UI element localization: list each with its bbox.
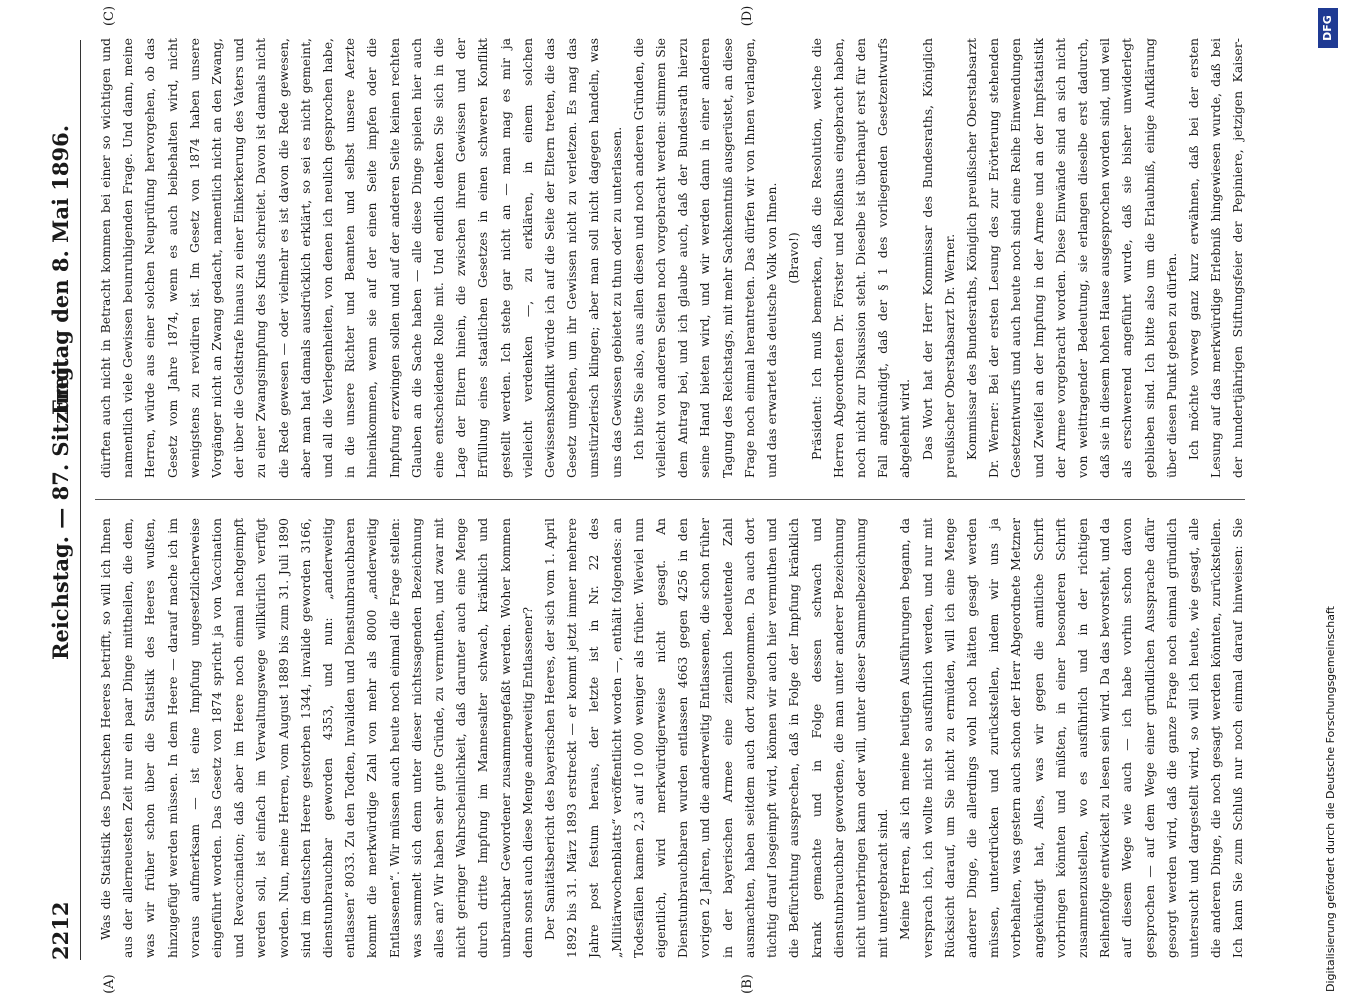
- column-divider: [95, 499, 1245, 500]
- paragraph: Kommissar des Bundesraths, Königlich preußischer Oberstabsarzt Dr. Werner: Bei der ersten Lesung des zur Erörterung stehenden Gesetzentwurfs und auch heute noch sind eine Reihe Einwendungen und Zweifel an der Impfung in der Armee und an der Impfstatistik der Armee vorgebracht worden. Diese Einwände sind an sich nicht von weittragender Bedeutung, sie erlangen dieselbe erst dadurch, daß sie in diesem hohen Hause ausgesprochen worden sind, und weil als erschwerend angeführt wurde, daß sie bisher unwiderlegt geblieben sind. Ich bitte also um die Erlaubniß, einige Aufklärung über diesen Punkt geben zu dürfen.: [963, 38, 1179, 478]
- margin-mark-a: (A): [102, 974, 117, 994]
- session-date: Freitag den 8. Mai 1896.: [48, 124, 73, 415]
- paragraph: Der Sanitätsbericht des bayerischen Heeres, der sich vom 1. April 1892 bis 31. März 1893 erstreckt — er kommt jetzt immer mehrere Jahre post festum heraus, der letzte ist in Nr. 22 des „Militärwochenblatts“ veröffentlicht worden —, enthält folgendes: an Todesfällen kamen 2,3 auf 10 000 weniger als früher. Wieviel nun eigentlich, wird merkwürdigerweise nicht gesagt. An Dienstunbrauchbaren wurden entlassen 4663 gegen 4256 in den vorigen 2 Jahren, und die anderweitig Entlassenen, die schon früher in der bayerischen Armee eine ziemlich bedeutende Zahl ausmachten, haben seitdem auch dort zugenommen. Da auch dort tüchtig drauf losgeimpft wird, können wir auch hier vermuthen und die Befürchtung aussprechen, daß in Folge der Impfung kränklich krank gemachte und in Folge dessen schwach und dienstunbrauchbar gewordene, die man unter anderer Bezeichnung nicht unterbringen kann oder will, unter dieser Sammelbezeichnung mit untergebracht sind.: [542, 518, 891, 958]
- paragraph: Ich bitte Sie also, aus allen diesen und noch anderen Gründen, die vielleicht von anderen Seiten noch vorgebracht werden: stimmen Sie dem Antrag bei, und ich glaube auch, daß der Bundesrath hierzu seine Hand bieten wird, und wir werden dann in einer anderen Tagung des Reichstags, mit mehr Sachkenntniß ausgerüstet, an diese Frage noch einmal herantreten. Das dürfen wir von Ihnen verlangen, und das erwartet das deutsche Volk von Ihnen.: [630, 38, 780, 478]
- paragraph: Präsident: Ich muß bemerken, daß die Resolution, welche die Herren Abgeordneten Dr. Förster und Reißhaus eingebracht haben, noch nicht zur Diskussion steht. Dieselbe ist überhaupt erst für den Fall angekündigt, daß der § 1 des vorliegenden Gesetzentwurfs abgelehnt wird.: [808, 38, 913, 478]
- paragraph: Was die Statistik des Deutschen Heeres betrifft, so will ich Ihnen aus der allerneuesten Zeit nur ein paar Dinge mittheilen, die dem, was wir früher schon über die Statistik des Heeres wußten, hinzugefügt werden müssen. In dem Heere — darauf mache ich im voraus aufmerksam — ist eine Impfung ungesetzlicherweise eingeführt worden. Das Gesetz von 1874 spricht ja von Vaccination und Revaccination; daß aber im Heere noch einmal nachgeimpft werden soll, ist einfach im Verwaltungswege willkürlich verfügt worden. Nun, meine Herren, vom August 1889 bis zum 31. Juli 1890 sind im deutschen Heere gestorben 1344, invalide geworden 3166, dienstunbrauchbar geworden 4353, und nun: „anderweitig entlassen“ 8033. Zu den Todten, Invaliden und Dienstunbrauchbaren kommt die merkwürdige Zahl von mehr als 8000 „anderweitig Entlassenen“. Wir müssen auch heute noch einmal die Frage stellen: was sammelt sich denn unter dieser nichtssagenden Bezeichnung alles an? Wir haben sehr gute Gründe, zu vermuthen, und zwar mit nicht geringer Wahrscheinlichkeit, daß darunter auch eine Menge durch dritte Impfung im Mannesalter schwach, kränklich und unbrauchbar Gewordener zusammengefaßt werden. Woher kommen denn sonst auch diese Menge anderweitig Entlassener?: [98, 518, 535, 958]
- rotated-page: [40, 0, 1300, 1000]
- paragraph: Meine Herren, als ich meine heutigen Ausführungen begann, da versprach ich, ich wollte nicht so ausführlich werden, und nur mit Rücksicht darauf, um Sie nicht zu ermüden, will ich eine Menge anderer Dinge, die allerdings wohl noch hätten gesagt werden müssen, unterdrücken und zurückstellen, indem wir uns ja vorbehalten, was gestern auch schon der Herr Abgeordnete Metzner angekündigt hat, Alles, was wir gegen die amtliche Schrift vorbringen könnten und müßten, in einer besonderen Schrift zusammenzustellen, wo es ausführlich und in der richtigen Reihenfolge entwickelt zu lesen sein wird. Da das bevorsteht, und da auf diesem Wege wie auch — ich habe vorhin schon davon gesprochen — auf dem Wege einer gründlichen Aussprache dafür gesorgt werden wird, daß die ganze Frage noch einmal gründlich untersucht und dargestellt wird, so will ich heute, wie gesagt, alle die anderen Dinge, die noch gesagt werden könnten, zurückstellen. Ich kann Sie zum Schluß nur noch einmal darauf hinweisen: Sie: [897, 518, 1245, 958]
- right-column: [95, 38, 1245, 478]
- applause-note: (Bravo!): [786, 232, 802, 284]
- session-title: Reichstag. — 87. Sitzung.: [48, 359, 73, 660]
- dfg-logo: DFG: [1318, 8, 1338, 48]
- page-header: [40, 40, 78, 960]
- digitization-footer: [1250, 0, 1353, 1000]
- paragraph: Das Wort hat der Herr Kommissar des Bundesraths, Königlich preußischer Oberstabsarzt Dr. Werner.: [919, 38, 957, 478]
- header-rule: [80, 40, 81, 960]
- paragraph: dürften auch nicht in Betracht kommen bei einer so wichtigen und namentlich viele Gewissen beunruhigenden Frage. Und dann, meine Herren, würde aus einer solchen Neuprüfung hervorgehen, ob das Gesetz vom Jahre 1874, wenn es auch beibehalten wird, nicht wenigstens zu revidiren ist. Im Gesetz von 1874 haben unsere Vorgänger nicht an Zwang gedacht, namentlich nicht an den Zwang, der über die Geldstrafe hinaus zu einer Einkerkerung des Vaters und zu einer Zwangsimpfung des Kinds schreitet. Davon ist damals nicht die Rede gewesen — oder vielmehr es ist davon die Rede gewesen, aber man hat damals ausdrücklich erklärt, so sei es nicht gemeint, und all die Verlegenheiten, von denen ich neulich gesprochen habe, in die unsere Richter und Beamten und selbst unsere Aerzte hineinkommen, wenn sie auf der einen Seite impfen oder die Impfung erzwingen sollen und auf der anderen Seite keinen rechten Glauben an die Sache haben — alle diese Dinge spielen hier auch eine entscheidende Rolle mit. Und endlich denken Sie sich in die Lage der Eltern hinein, die zwischen ihrem Gewissen und der Erfüllung eines staatlichen Gesetzes in einen schweren Konflikt gestellt werden. Ich stehe gar nicht an — man mag es mir ja vielleicht verdenken —, zu erklären, in einem solchen Gewissenskonflikt würde ich auf die Seite der Eltern treten, die das Gesetz umgehen, um ihr Gewissen nicht zu verletzen. Es mag das umstürzlerisch klingen; aber man soll nicht dagegen handeln, was uns das Gewissen gebietet zu thun oder zu unterlassen.: [98, 38, 624, 478]
- margin-mark-c: (C): [102, 5, 117, 27]
- paragraph: Ich möchte vorweg ganz kurz erwähnen, daß bei der ersten Lesung auf das merkwürdige Erlebniß hingewiesen wurde, daß bei der hundertjährigen Stiftungsfeier der Pepiniere, jetzigen Kaiser-: [1185, 38, 1245, 478]
- page-number: 2212: [48, 901, 73, 960]
- margin-mark-b: (B): [740, 974, 755, 994]
- left-column: [95, 518, 1245, 958]
- digitization-note: Digitalisierung gefördert durch die Deutsche Forschungsgemeinschaft: [1324, 606, 1337, 992]
- margin-mark-d: (D): [740, 5, 755, 27]
